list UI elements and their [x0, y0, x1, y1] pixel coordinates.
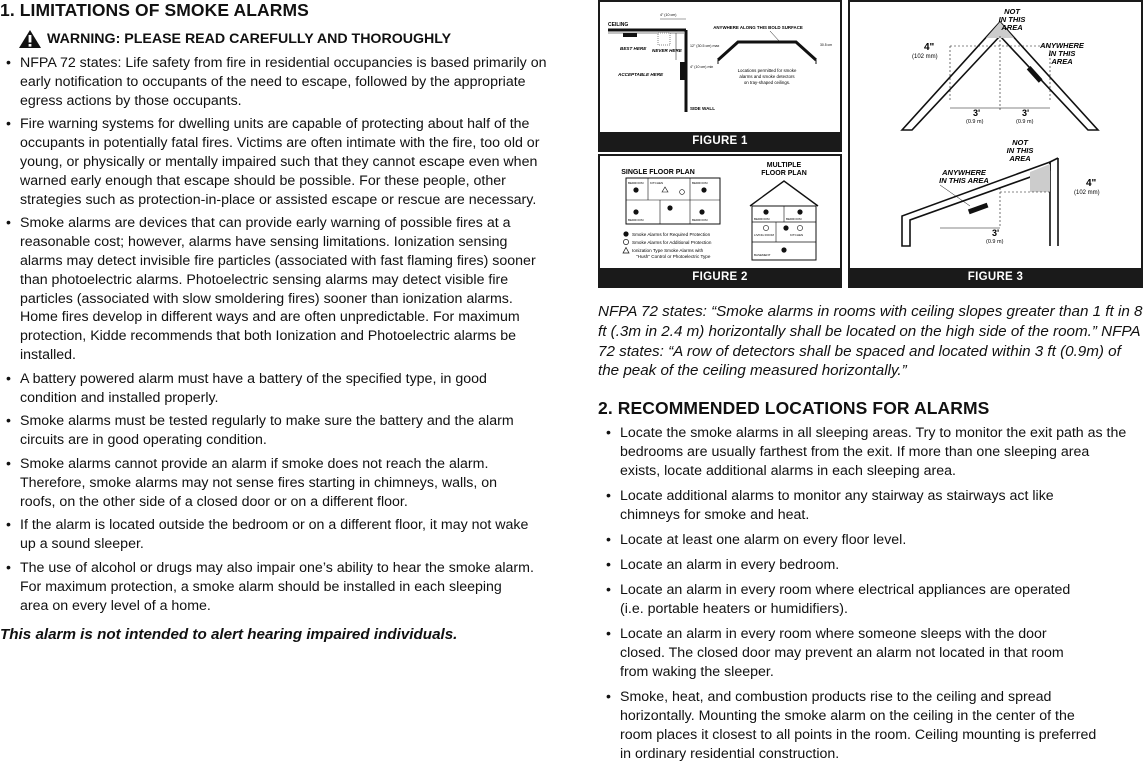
list-item: • If the alarm is located outside the bedroom or on a different floor, it may not wake up a sound sleeper. [0, 516, 548, 554]
list-item: • Smoke alarms must be tested regularly to make sure the battery and the alarm circuits are in good operating condition. [0, 412, 548, 450]
figure-2-caption: FIGURE 2 [600, 268, 840, 286]
fig3-dim-4in-mm-bottom: (102 mm) [1074, 190, 1100, 196]
fig3-anywhere-top-1: ANYWHERE [1040, 41, 1084, 50]
figure-3-diagram [850, 2, 1141, 268]
fig1-alarm-best [623, 33, 637, 37]
fig1-tray-note-1: Locations permitted for smoke [737, 68, 797, 73]
figure-2 [598, 154, 842, 288]
fig1-tray-note-3: on tray-shaped ceilings. [743, 80, 791, 85]
fig2-room-bedroom-4: BEDROOM [692, 218, 708, 222]
fig2-multi-bedroom-2: BEDROOM [786, 217, 802, 221]
figure-1 [598, 0, 842, 152]
fig3-not-top-1: NOT [1004, 7, 1020, 16]
fig2-legend-required: Smoke Alarms for Required Protection [632, 232, 711, 237]
fig3-dim-3ft-m-bottom: (0.9 m) [986, 239, 1004, 245]
fig3-dim-4in-top: 4" [924, 42, 935, 53]
fig1-best-here: BEST HERE [620, 46, 647, 51]
fig2-multi-basement: BASEMENT [754, 253, 771, 257]
limitations-list [0, 54, 548, 615]
fig1-mid-dim: 12" (30.5 cm) max [690, 44, 720, 48]
locations-list [600, 424, 1130, 764]
fig1-acceptable-here: ACCEPTABLE HERE [618, 72, 664, 77]
fig1-tray-dim: 30.5 cm [820, 43, 833, 47]
fig3-anywhere-bottom-2: IN THIS AREA [939, 176, 989, 185]
figure-1-caption: FIGURE 1 [600, 132, 840, 150]
fig2-legend-additional: Smoke Alarms for Additional Protection [632, 240, 712, 245]
fig2-multi-living: LIVING ROOM [754, 233, 775, 237]
fig3-dim-3ft-right: 3' [1022, 108, 1030, 118]
fig1-tray-note-2: alarms and smoke detectors [739, 74, 795, 79]
list-item: • A battery powered alarm must have a battery of the specified type, in good condition and installed properly. [0, 370, 548, 408]
fig3-dim-3ft-m-left: (0.9 m) [966, 119, 984, 125]
list-item: • Locate an alarm in every room where someone sleeps with the door closed. The closed door may prevent an alarm not located in that room from waking the sleeper. [600, 625, 1130, 682]
fig3-not-bottom-1: NOT [1012, 138, 1028, 147]
warning-line [18, 29, 548, 49]
figure-3 [848, 0, 1143, 288]
fig3-anywhere-top-3: AREA [1051, 57, 1073, 66]
fig2-legend-ionization: Ionization Type Smoke Alarms with [632, 248, 704, 253]
nfpa-quote: NFPA 72 states: “Smoke alarms in rooms with ceiling slopes greater than 1 ft in 8 ft (.3m in 2.4 m) horizontally shall be located on the high side of the room.” NFPA 72 states: “A row of detectors shall be spaced and located within 3 ft (0.9m) of the peak of the ceiling measured horizontally.” [598, 303, 1143, 380]
list-item: • Smoke, heat, and combustion products rise to the ceiling and spread horizontally. Mounting the smoke alarm on the ceiling in the center of the room places it closest to all points in the room. Ceiling mounting is preferred in ordinary residential construction. [600, 688, 1130, 764]
fig3-dim-4in-bottom: 4" [1086, 178, 1097, 189]
figure-1-diagram [600, 2, 840, 132]
fig2-single-title: SINGLE FLOOR PLAN [621, 169, 695, 176]
fig2-room-bedroom-3: BEDROOM [628, 218, 644, 222]
list-item: • Smoke alarms cannot provide an alarm if smoke does not reach the alarm. Therefore, smoke alarms may not sense fires starting in chimneys, walls, on roofs, on the other side of a closed door or on a different floor. [0, 455, 548, 511]
section2-title: 2. RECOMMENDED LOCATIONS FOR ALARMS [598, 398, 990, 418]
fig3-not-top-3: AREA [1001, 23, 1023, 32]
fig1-anywhere-bold: ANYWHERE ALONG THIS BOLD SURFACE [713, 25, 803, 30]
fig2-multi-bedroom: BEDROOM [754, 217, 770, 221]
fig3-dim-3ft-left: 3' [973, 108, 981, 118]
fig2-multi-title-1: MULTIPLE [766, 162, 802, 169]
fig3-dim-3ft-m-right: (0.9 m) [1016, 119, 1034, 125]
fig2-room-bedroom: BEDROOM [628, 181, 644, 185]
fig1-side-dim: 4" (10 cm) min [690, 65, 714, 69]
list-item: • Locate an alarm in every bedroom. [600, 556, 1130, 575]
fig3-dim-4in-mm-top: (102 mm) [912, 54, 938, 60]
fig3-dim-3ft-bottom: 3' [992, 228, 1000, 238]
fig1-ceiling-label: CEILING [608, 22, 629, 28]
fig3-anywhere-bottom-1: ANYWHERE [942, 168, 986, 177]
fig1-side-wall: SIDE WALL [690, 106, 716, 111]
list-item: • Locate additional alarms to monitor any stairway as stairways act like chimneys for smoke and heat. [600, 487, 1130, 525]
left-column [0, 0, 548, 645]
fig1-never-here: NEVER HERE [652, 48, 682, 53]
list-item: • Locate at least one alarm on every floor level. [600, 531, 1130, 550]
fig2-legend-hush: "Hush" Control or Photoelectric Type [636, 254, 711, 259]
section2 [598, 398, 1130, 764]
list-item: • Fire warning systems for dwelling units are capable of protecting about half of the occupants in potentially fatal fires. Victims are often intimate with the fire, too old or young, or physically or mentally impaired such that they cannot escape even when warned early enough that escape should be possible. For these people, other strategies such as protection-in-place or assisted escape or rescue are necessary. [0, 115, 548, 209]
fig2-multi-kitchen: KITCHEN [790, 233, 804, 237]
warning-icon [18, 29, 42, 49]
fig3-not-top-2: IN THIS [998, 15, 1026, 24]
fig2-room-bedroom-2: BEDROOM [692, 181, 708, 185]
fig2-multi-title-2: FLOOR PLAN [761, 170, 807, 177]
hearing-impaired-note: This alarm is not intended to alert hearing impaired individuals. [0, 626, 458, 644]
section1-title: 1. LIMITATIONS OF SMOKE ALARMS [0, 0, 309, 20]
list-item: • The use of alcohol or drugs may also impair one’s ability to hear the smoke alarm. For maximum protection, a smoke alarm should be installed in each sleeping area on every level of a home. [0, 559, 548, 615]
warning-text: WARNING: PLEASE READ CAREFULLY AND THOROUGHLY [47, 31, 452, 47]
list-item: • Locate the smoke alarms in all sleeping areas. Try to monitor the exit path as the bedrooms are usually farthest from the exit. If more than one sleeping area exists, locate additional alarms in each sleeping area. [600, 424, 1130, 481]
fig3-not-bottom-3: AREA [1009, 154, 1031, 163]
list-item: • Smoke alarms are devices that can provide early warning of possible fires at a reasonable cost; however, alarms have sensing limitations. Ionization sensing alarms may detect invisible fire particles (associated with fast flaming fires) sooner than photoelectric alarms. Photoelectric sensing alarms may detect visible fire particles (associated with slow smoldering fires) sooner than ionization alarms. Home fires develop in different ways and are often unpredictable. For maximum protection, Kidde recommends that both Ionization and Photoelectric alarms be installed. [0, 214, 548, 364]
fig1-top-dim: 4" (10 cm) [660, 13, 677, 17]
figure-2-diagram [600, 156, 840, 270]
fig2-room-kitchen: KITCHEN [650, 181, 664, 185]
list-item: • NFPA 72 states: Life safety from fire in residential occupancies is based primarily on early notification to occupants of the need to escape, followed by the appropriate egress actions by those occupants. [0, 54, 548, 110]
fig3-anywhere-top-2: IN THIS [1048, 49, 1076, 58]
fig3-not-bottom-2: IN THIS [1006, 146, 1034, 155]
figure-3-caption: FIGURE 3 [850, 268, 1141, 286]
fig1-alarm-acceptable [680, 62, 685, 80]
list-item: • Locate an alarm in every room where electrical appliances are operated (i.e. portable heaters or humidifiers). [600, 581, 1130, 619]
